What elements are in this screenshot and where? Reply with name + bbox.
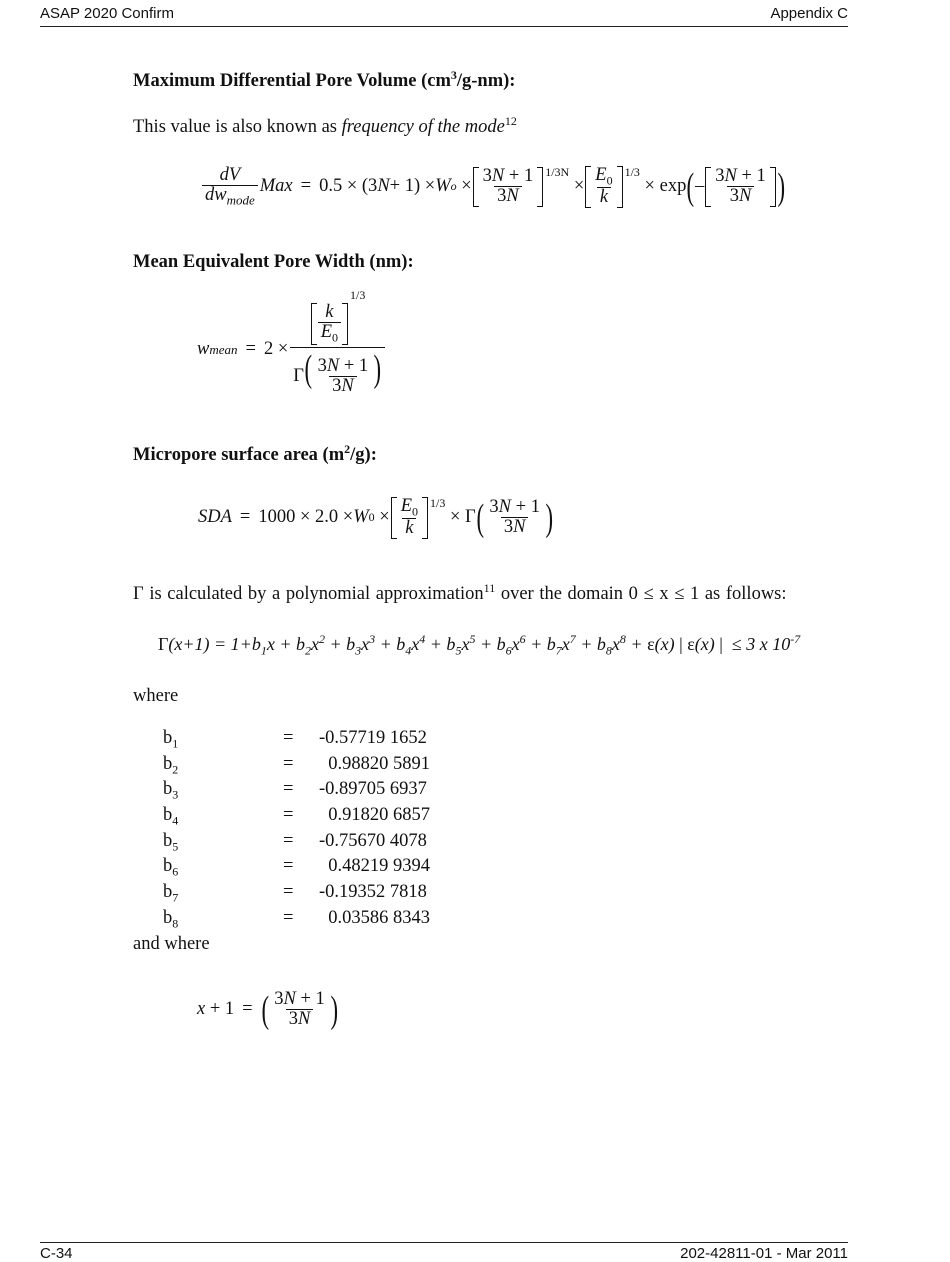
page-footer [40, 1242, 848, 1262]
coefficient-name: $b_5$ [163, 830, 179, 854]
also-known-text: This value is also known as frequency of the mode$^{12}$ [133, 114, 517, 138]
equals-sign: = [283, 779, 294, 800]
coefficient-name: $b_8$ [163, 907, 179, 931]
mean-width-heading: Mean Equivalent Pore Width (nm): [133, 252, 414, 272]
and-where-label: and where [133, 934, 210, 954]
coefficient-name: $b_1$ [163, 728, 179, 751]
equals-sign: = [283, 805, 294, 826]
equation-max-diff-volume: $\frac{dV}{dw_{mode}}$ Max = 0.5 × (3 N + 1) × W o × $\frac{3N + 1}{3N}$ 1/3N × $\frac{E_0}{k}$ 1/3 × exp ( – $\frac{3N + 1}{3N}$ ) [200, 166, 785, 208]
coefficient-value: -0.75670 4078 [319, 830, 427, 851]
equals-sign: = [283, 882, 294, 903]
coefficient-value: 0.03586 8343 [319, 907, 430, 928]
page-number: C-34 [40, 1245, 73, 1262]
coefficient-value: 0.48219 9394 [319, 856, 430, 877]
coefficient-value: 0.98820 5891 [319, 753, 430, 774]
max-diff-heading: Maximum Differential Pore Volume $(cm^3/g-nm)$: [133, 68, 516, 92]
coefficient-value: -0.19352 7818 [319, 882, 427, 903]
header-title: ASAP 2020 Confirm [40, 5, 174, 22]
equals-sign: = [283, 830, 294, 851]
gamma-intro-text: Γ is calculated by a polynomial approximation$^{11}$ over the domain 0 ≤ x ≤ 1 as follows: [133, 581, 787, 605]
coefficient-name: $b_3$ [163, 779, 179, 803]
where-label: where [133, 686, 179, 706]
coefficient-name: $b_4$ [163, 805, 179, 828]
coefficient-value: -0.57719 1652 [319, 728, 427, 748]
coefficient-name: $b_2$ [163, 753, 179, 777]
micropore-heading: Micropore surface area $(m^2/g)$: [133, 442, 377, 466]
coefficient-name: $b_6$ [163, 856, 179, 880]
document-number: 202-42811-01 - Mar 2011 [680, 1245, 848, 1262]
equals-sign: = [283, 856, 294, 877]
header-section: Appendix C [770, 5, 848, 22]
coefficient-value: -0.89705 6937 [319, 779, 427, 800]
equals-sign: = [283, 753, 294, 774]
equation-mean-width: w mean = 2 × $\frac{k}{E_0}$ $^{1/3}$ Γ( $\frac{3N + 1}{3N}$ ) [197, 303, 387, 396]
equals-sign: = [283, 907, 294, 928]
equation-micropore-area: SDA = 1000 × 2.0 × W 0 × $\frac{E_0}{k}$ 1/3 × Γ ( $\frac{3N + 1}{3N}$ ) [198, 496, 554, 539]
equation-gamma-polynomial: $\Gamma(x+1) = 1+b_1x + b_2x^2 + b_3x^3 + b_4x^4 + b_5x^5 + b_6x^6 + b_7x^7 + b_8x^8 + \varepsilon(x)$ | ε(x) | ≤ 3 x $10^{-7}$ [158, 632, 801, 658]
coefficient-value: 0.91820 6857 [319, 805, 430, 826]
equation-x-plus-one: x + 1 = ( $\frac{3N + 1}{3N}$ ) [197, 988, 338, 1031]
coefficient-name: $b_7$ [163, 882, 179, 905]
page-header [40, 4, 848, 27]
equals-sign: = [283, 728, 294, 748]
